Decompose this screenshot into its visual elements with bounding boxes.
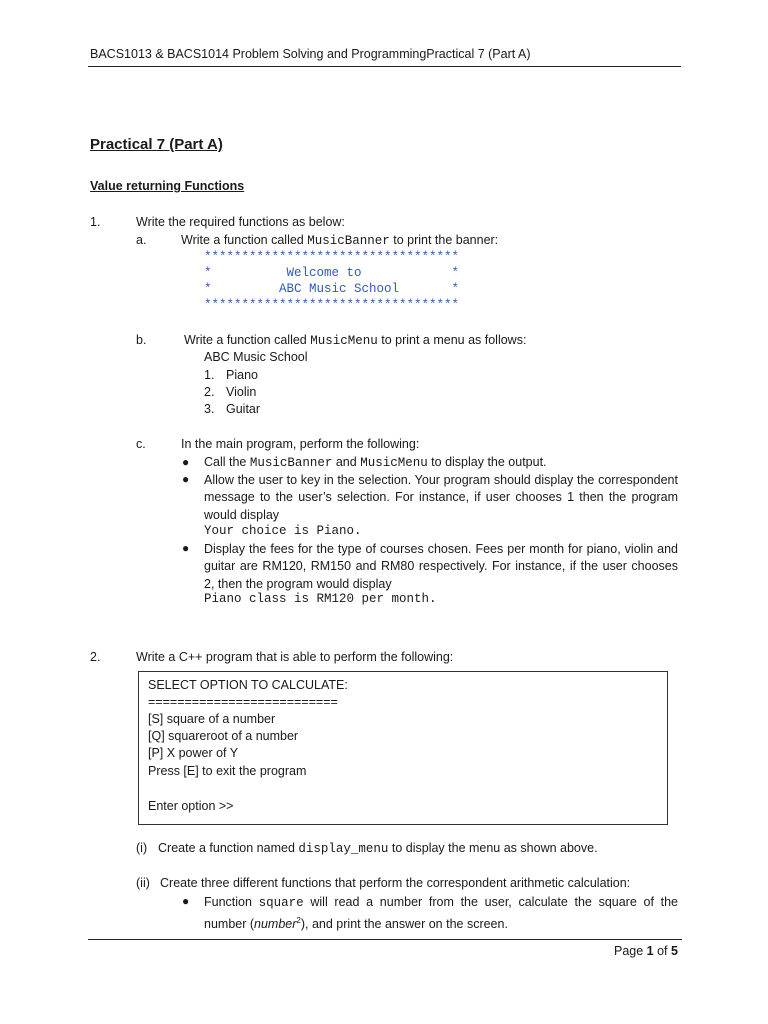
- page-title: Practical 7 (Part A): [90, 136, 223, 153]
- page-number: [614, 944, 678, 958]
- box-line-8: Enter option >>: [148, 799, 234, 813]
- q1a-post: to print the banner:: [389, 233, 499, 247]
- bullet-dot-4: ●: [182, 894, 190, 908]
- footer-rule: [88, 939, 682, 940]
- menu-title: ABC Music School: [204, 350, 308, 364]
- header-rule: [88, 66, 681, 67]
- box-line-5: [P] X power of Y: [148, 746, 239, 760]
- q1c-label: c.: [136, 437, 146, 451]
- banner-line-4: **********************************: [204, 298, 460, 312]
- q2ii-b1-post: ), and print the answer on the screen.: [300, 917, 508, 932]
- q2ii-b1-italic: number: [254, 917, 297, 932]
- q1b-post: to print a menu as follows:: [377, 333, 527, 347]
- q2-number: 2.: [90, 650, 101, 664]
- menu-item-num-1: 1.: [204, 368, 215, 382]
- q1c-intro: In the main program, perform the following:: [181, 437, 420, 451]
- box-line-6: Press [E] to exit the program: [148, 764, 307, 778]
- q2ii-b1-code: square: [258, 896, 304, 910]
- q1c-bullet-1: [204, 455, 547, 470]
- q1c-bullet-3-code: Piano class is RM120 per month.: [204, 592, 437, 606]
- q1c-bullet-2: Allow the user to key in the selection. Your program should display the correspondent message to the user’s selection. For instance, if user chooses 1 then the program would display: [204, 473, 678, 522]
- q1b-label: b.: [136, 333, 147, 347]
- page-current: 1: [646, 944, 654, 958]
- bullet-dot-2: ●: [182, 472, 190, 486]
- q2i-text: [158, 841, 598, 856]
- menu-item-2: Violin: [226, 385, 257, 399]
- box-line-3: [S] square of a number: [148, 712, 276, 726]
- q2ii-b1-sup: 2: [296, 916, 301, 926]
- banner-line-1: **********************************: [204, 250, 460, 264]
- q2ii-b1-mid: will read a number from the user, calculate the square of the number (: [204, 895, 678, 932]
- bullet-dot-1: ●: [182, 455, 190, 469]
- q2i-label: (i): [136, 841, 148, 855]
- b1-t1: Call the: [204, 455, 250, 469]
- menu-item-1: Piano: [226, 368, 258, 382]
- running-header: BACS1013 & BACS1014 Problem Solving and ProgrammingPractical 7 (Part A): [90, 47, 531, 61]
- b1-t2: and: [332, 455, 361, 469]
- page-of: of: [653, 944, 671, 958]
- box-line-2: ==========================: [148, 695, 338, 709]
- q1a-pre: Write a function called: [181, 233, 308, 247]
- bullet-dot-3: ●: [182, 541, 190, 555]
- banner-line-2: * Welcome to *: [204, 266, 460, 280]
- q2i-pre: Create a function named: [158, 841, 299, 855]
- q1b-pre: Write a function called: [184, 333, 311, 347]
- q2-intro: Write a C++ program that is able to perform the following:: [136, 650, 454, 664]
- q1b-code: MusicMenu: [310, 334, 378, 348]
- page-total: 5: [671, 944, 678, 958]
- menu-item-num-3: 3.: [204, 402, 215, 416]
- page-word: Page: [614, 944, 647, 958]
- q1b-text: [184, 333, 526, 348]
- b1-code-menu: MusicMenu: [360, 456, 428, 470]
- q2ii-label: (ii): [136, 876, 150, 890]
- q1a-code: MusicBanner: [307, 234, 390, 248]
- banner-line-3: * ABC Music School *: [204, 282, 460, 296]
- q1c-bullet-3: Display the fees for the type of courses chosen. Fees per month for piano, violin and guitar are RM120, RM150 and RM80 respectively. For instance, if the user chooses 2, then the program would display: [204, 542, 678, 591]
- section-heading: Value returning Functions: [90, 179, 245, 193]
- q1c-bullet-2-code: Your choice is Piano.: [204, 524, 362, 538]
- q2ii-bullet-1: [204, 894, 678, 934]
- q1-intro: Write the required functions as below:: [136, 215, 345, 229]
- q2i-post: to display the menu as shown above.: [388, 841, 598, 855]
- box-line-1: SELECT OPTION TO CALCULATE:: [148, 678, 348, 692]
- box-line-4: [Q] squareroot of a number: [148, 729, 299, 743]
- menu-item-3: Guitar: [226, 402, 261, 416]
- q2ii-b1-pre: Function: [204, 895, 259, 909]
- b1-t3: to display the output.: [427, 455, 547, 469]
- q2i-code: display_menu: [298, 842, 389, 856]
- menu-item-num-2: 2.: [204, 385, 215, 399]
- q1-number: 1.: [90, 215, 101, 229]
- q2ii-text: Create three different functions that perform the correspondent arithmetic calculation:: [160, 876, 631, 890]
- b1-code-banner: MusicBanner: [249, 456, 333, 470]
- q1a-text: [181, 233, 498, 248]
- q1a-label: a.: [136, 233, 147, 247]
